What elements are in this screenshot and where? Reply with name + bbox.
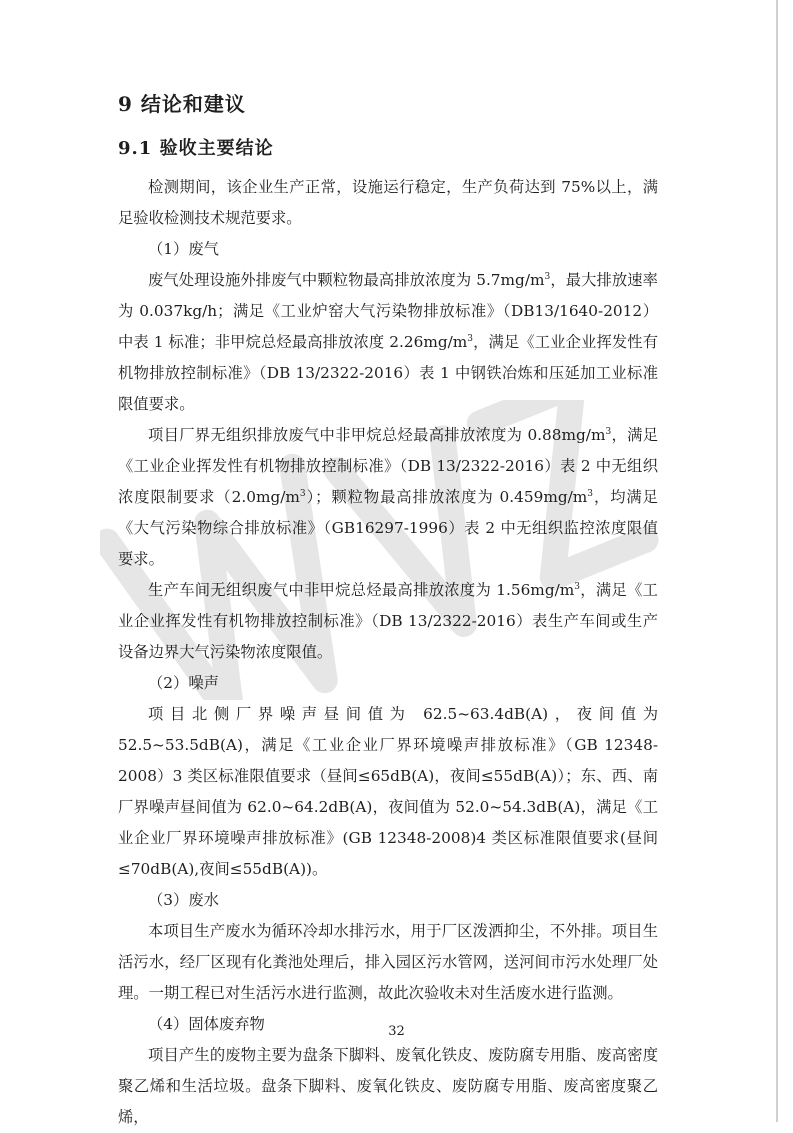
paragraph: 废气处理设施外排废气中颗粒物最高排放浓度为 $5.7mg/m^3$，最大排放速率为 0.037kg/h；满足《工业炉窑大气污染物排放标准》（DB13/1640-2012）中表 1 标准；非甲烷总烃最高排放浓度 $2.26mg/m^3$，满足《工业企业挥发性有机物排放控制标准》（DB 13/2322-2016）表 1 中钢铁冶炼和压延加工业标准限值要求。 bbox=[118, 271, 658, 413]
chapter-heading: 9 结论和建议 bbox=[118, 92, 246, 116]
paragraph: 本项目生产废水为循环冷却水排污水，用于厂区泼洒抑尘，不外排。项目生活污水，经厂区现有化粪池处理后，排入园区污水管网，送河间市污水处理厂处理。一期工程已对生活污水进行监测，故此次验收未对生活废水进行监测。 bbox=[118, 922, 658, 1002]
subsection-heading: （1）废气 bbox=[148, 240, 219, 258]
subsection-heading: （3）废水 bbox=[148, 891, 219, 909]
paragraph: 项目厂界无组织排放废气中非甲烷总烃最高排放浓度为 $0.88mg/m^3$，满足《工业企业挥发性有机物排放控制标准》（DB 13/2322-2016）表 2 中无组织浓度限制要求$(2.0mg/m^3)$；颗粒物最高排放浓度为 $0.459mg/m^3$，均满足《大气污染物综合排放标准》（GB16297-1996）表 2 中无组织监控浓度限值要求。 bbox=[118, 426, 658, 568]
subsection-heading: （4）固体废弃物 bbox=[148, 1015, 265, 1033]
body-text bbox=[118, 172, 658, 1133]
subsection-heading: （2）噪声 bbox=[148, 674, 219, 692]
paragraph: 生产车间无组织废气中非甲烷总烃最高排放浓度为 $1.56mg/m^3$，满足《工业企业挥发性有机物排放控制标准》（DB 13/2322-2016）表生产车间或生产设备边界大气污染物浓度限值。 bbox=[118, 581, 658, 661]
page-number: 32 bbox=[388, 1024, 405, 1039]
page-edge-line bbox=[776, 0, 778, 1122]
paragraph: 项目北侧厂界噪声昼间值为 62.5~63.4dB(A)，夜间值为 52.5~53.5dB(A)，满足《工业企业厂界环境噪声排放标准》（GB 12348-2008）3 类区标准限值要求（昼间≤65dB(A)，夜间≤55dB(A)）；东、西、南厂界噪声昼间值为 62.0~64.2dB(A)，夜间值为 52.0~54.3dB(A)，满足《工业企业厂界环境噪声排放标准》(GB 12348-2008)4 类区标准限值要求(昼间≤70dB(A),夜间≤55dB(A))。 bbox=[118, 705, 658, 878]
paragraph: 检测期间，该企业生产正常，设施运行稳定，生产负荷达到 75%以上，满足验收检测技术规范要求。 bbox=[118, 178, 658, 227]
paragraph: 项目产生的废物主要为盘条下脚料、废氧化铁皮、废防腐专用脂、废高密度聚乙烯和生活垃圾。盘条下脚料、废氧化铁皮、废防腐专用脂、废高密度聚乙烯， bbox=[118, 1046, 658, 1126]
section-heading: 9.1 验收主要结论 bbox=[118, 138, 274, 159]
